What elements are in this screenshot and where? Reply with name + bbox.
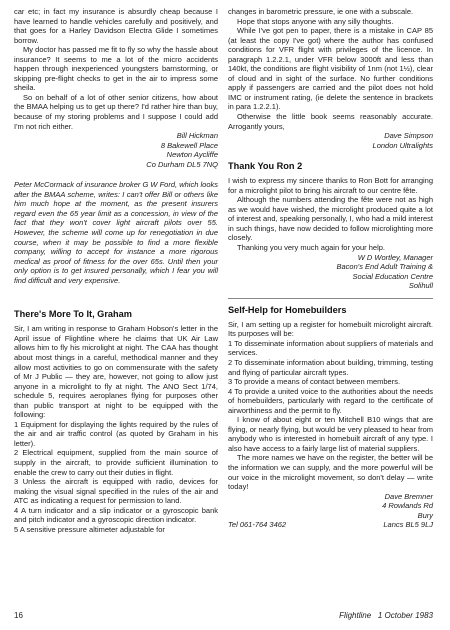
issue-date: 1 October 1983	[377, 611, 433, 620]
letter-paragraph: So on behalf of a lot of other senior citizens, how about the BMAA helping us to get up there? I'd rather hire than buy, because of my storing problems and I suppose I could add I'm not rich either.	[14, 92, 218, 131]
publication-date	[339, 610, 433, 622]
signature-address: Bury	[417, 510, 433, 520]
signature-name: Dave Simpson	[384, 131, 433, 141]
letter-paragraph: While I've got pen to paper, there is a mistake in CAP 85 (at least the copy I've got) where the author has confused conditions for VFR flight with privileges of the licence. In paragraph 1.2.2.1, under VFR below 3000ft and less than 140kt, the conditions are flight visibility of 1nm (not 1½), clear of cloud and in sight of the surface. No further conditions apply if passengers are carried and the pilot does not hold IMC or instrument rating, (ie delete the sentence in brackets in para 1.2.2.1).	[228, 26, 433, 112]
letter-paragraph: Otherwise the little book seems reasonably accurate. Arrogantly yours,	[228, 112, 433, 131]
signature-name: Bill Hickman	[176, 131, 218, 141]
article-list-item: 3 To provide a means of contact between members.	[228, 377, 401, 387]
article-paragraph: Sir, I am setting up a register for homebuilt microlight aircraft. Its purposes will be:	[228, 319, 433, 339]
signature-address: Co Durham DL5 7NQ	[146, 159, 218, 169]
signature-address: Social Education Centre	[352, 271, 433, 281]
signature-address: 8 Bakewell Place	[160, 140, 218, 150]
signature-address: Lancs BL5 9LJ	[383, 520, 433, 530]
signature-address: Solihull	[408, 281, 433, 291]
article-list-item: 4 A turn indicator and a slip indicator or a gyroscopic bank and pitch indicator and a gyroscopic direction indicator.	[14, 505, 218, 525]
article-list-item: 3 Unless the aircraft is equipped with radio, devices for making the visual signal specified in the rules of the air and ATC as indicating a request for permission to land.	[14, 477, 218, 506]
article-title: Self-Help for Homebuilders	[228, 304, 347, 315]
article-list-item: 1 To disseminate information about suppliers of materials and services.	[228, 338, 433, 358]
article-title: Thank You Ron 2	[228, 161, 303, 172]
letter-signature	[228, 492, 433, 521]
signature-address: London Ultralights	[372, 140, 433, 150]
signature-address: Newton Aycliffe	[166, 150, 218, 160]
section-divider	[228, 298, 433, 299]
letter-signature	[228, 131, 433, 150]
letter-paragraph: Hope that stops anyone with any silly thoughts.	[237, 16, 394, 26]
signature-address: 4 Rowlands Rd	[382, 501, 433, 511]
editorial-reply: Peter McCormack of insurance broker G W Ford, which looks after the BMAA scheme, writes: I can't offer Bill or others like him much hope at the moment, as the present insurers regard even the 65 year limit as a concession, in view of the fact that they won't cover light aircraft pilots over 55. However, the scheme will come up for renegotiation in due course, when it may be possible to find a more flexible company, willing to accept for instance a more rigorous medical as proof of fitness for the over 65s. Until then your only option is to get insured personally, which I fear you will find difficult and very expensive.	[14, 180, 218, 285]
article-title: There's More To It, Graham	[14, 309, 132, 320]
telephone-number: Tel 061-764 3462	[228, 520, 287, 530]
signature-name: Dave Bremner	[384, 491, 433, 501]
article-list-item: 2 To disseminate information about building, trimming, testing and flying of particular aircraft types.	[228, 357, 433, 377]
article-list-item: 2 Electrical equipment, supplied from the main source of supply in the aircraft, to provide sufficient illumination to enable the crew to carry out their duties in flight.	[14, 448, 218, 477]
article-list-item: 4 To provide a united voice to the authorities about the needs of homebuilders, particularly with regard to the certificate of airworthiness and the permit to fly.	[228, 386, 433, 415]
letter-signature	[14, 131, 218, 169]
right-column	[228, 7, 433, 530]
letter-signature	[228, 253, 433, 291]
letter-paragraph: car etc; in fact my insurance is absurdly cheap because I have learned to handle vehicles carefully and positively, and that goes for a Harley Davidson Electra Glide I sometimes borrow.	[14, 7, 218, 45]
signature-name: W D Wortley, Manager	[357, 252, 433, 262]
page-footer	[14, 610, 433, 622]
article-paragraph: I know of about eight or ten Mitchell B10 wings that are flying, or nearly flying, but would be very pleased to hear from anybody who is interested in homebuilt aircraft of any type. I also have access to a fairly large list of material suppliers.	[228, 415, 433, 453]
left-column	[14, 7, 218, 534]
article-list-item: 1 Equipment for displaying the lights required by the rules of the air and air traffic control (as quoted by Graham in his letter).	[14, 419, 218, 448]
article-paragraph: Sir, I am writing in response to Graham Hobson's letter in the April issue of Flightline where he claims that UK Air Law allows him to fly his microlight at night. The CAA has thought about most things in a careful, methodical manner and they allow most activities to go on commensurate with the safety of Mr J Public — they are, however, not going to allow just anyone in a microlight to fly at night. The ANO Sect 1/74, schedule 5, requires aeroplanes flying for purposes other than public transport at night to be equipped with the following:	[14, 324, 218, 420]
signature-contact-row	[228, 520, 433, 530]
article-paragraph: The more names we have on the register, the better will be the information we can supply, and the more powerful will be our voice in the microlight movement, so don't delay — write today!	[228, 453, 433, 492]
article-list-item: 5 A sensitive pressure altimeter adjustable for	[14, 524, 165, 534]
signature-address: Bacon's End Adult Training &	[336, 262, 433, 272]
page-number: 16	[14, 611, 23, 620]
letter-paragraph: changes in barometric pressure, ie one with a subscale.	[228, 7, 414, 16]
letter-paragraph: My doctor has passed me fit to fly so why the hassle about insurance? It seems to me a lot of the micro accidents happen through inexperienced youngsters barnstorming, or skipping pre-flight checks to get in the air to impress some sheila.	[14, 45, 218, 93]
article-paragraph: Although the numbers attending the fête were not as high as we would have wished, the microlight produced quite a lot of interest and, speaking personally, I, who had a mild interest in such things, have now decided to follow microlighting more closely.	[228, 195, 433, 243]
article-paragraph: I wish to express my sincere thanks to Ron Bott for arranging for a microlight pilot to bring his aircraft to our centre fête.	[228, 176, 433, 195]
article-paragraph: Thanking you very much again for your help.	[237, 243, 385, 253]
publication-name: Flightline	[339, 611, 372, 620]
